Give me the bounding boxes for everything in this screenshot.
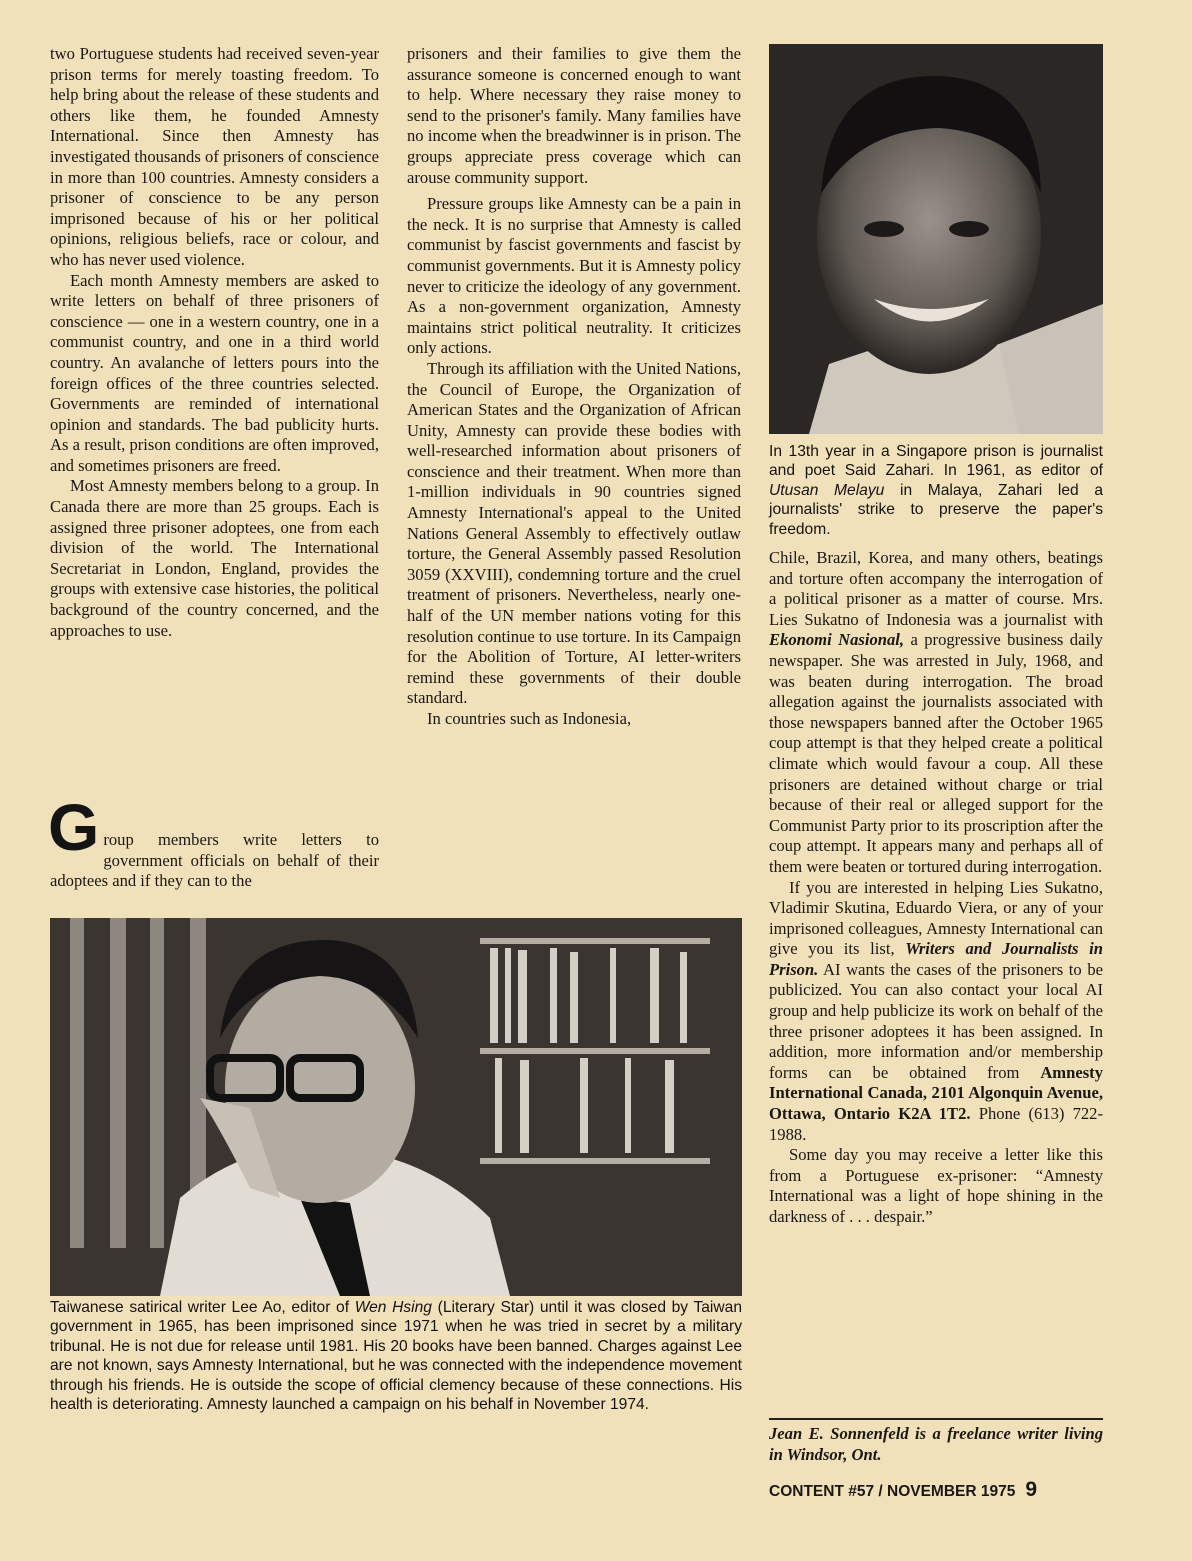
photo-caption bbox=[769, 442, 1103, 539]
author-note: Jean E. Sonnenfeld is a freelance writer living in Windsor, Ont. bbox=[769, 1424, 1103, 1464]
portrait-illustration bbox=[769, 44, 1103, 434]
article-column-3 bbox=[769, 548, 1103, 1228]
contact-phone: Phone (613) 722-1988. bbox=[769, 1104, 1104, 1144]
paragraph: Most Amnesty members belong to a group. In Canada there are more than 25 groups. Each is assigned three prisoner adoptees, one from each division of the world. The International Secretariat in London, England, provides the groups with extensive case histories, the political background of the country concerned, and the approaches to use. bbox=[50, 476, 379, 640]
paragraph: Through its affiliation with the United Nations, the Council of Europe, the Organization of American States and the Organization of African Unity, Amnesty can provide these bodies with well-researched information about prisoners of conscience and their treatment. When more than 1-million individuals in 90 countries signed Amnesty International's appeal to the United Nations General Assembly to effectively outlaw torture, the General Assembly passed Resolution 3059 (XXVIII), condemning torture and the cruel treatment of prisoners. Nevertheless, nearly one-half of the UN member nations voting for this resolution continue to use torture. In its Campaign for the Abolition of Torture, AI letter-writers remind these governments of their double standard. bbox=[407, 358, 741, 708]
paragraph-text: AI wants the cases of the prisoners to be publicized. You can also contact your local AI group and help publicize its work on behalf of the three prisoner adoptees it has been assigned. In addition, more information and/or membership forms can be obtained from bbox=[769, 959, 1103, 1082]
paragraph-text: Chile, Brazil, Korea, and many others, beatings and torture often accompany the interrogation of a political prisoner as a matter of course. Mrs. Lies Sukatno of Indonesia was a journalist with bbox=[769, 548, 1103, 629]
paragraph bbox=[48, 790, 379, 892]
publication-name: Ekonomi Nasional, bbox=[769, 630, 905, 650]
article-section-dropcap bbox=[48, 790, 379, 892]
caption-text: in Malaya, Zahari led a journalists' strike to preserve the paper's freedom. bbox=[769, 481, 1103, 538]
portrait-illustration bbox=[50, 918, 742, 1296]
publication-name: Writers and Journalists in Prison. bbox=[769, 939, 1104, 979]
photo-lee-ao bbox=[50, 918, 742, 1296]
paragraph-text: If you are interested in helping Lies Sukatno, Vladimir Skutina, Eduardo Viera, or any of your imprisoned colleagues, Amnesty International can give you its list, bbox=[769, 877, 1103, 959]
photo-said-zahari bbox=[769, 44, 1103, 434]
caption-italic: Utusan Melayu bbox=[769, 481, 885, 499]
paragraph bbox=[769, 548, 1103, 878]
page-number: 9 bbox=[1025, 1478, 1038, 1501]
page-footer bbox=[769, 1478, 1103, 1502]
author-divider bbox=[769, 1418, 1103, 1420]
caption-text: Taiwanese satirical writer Lee Ao, editor of bbox=[50, 1299, 350, 1316]
paragraph: Pressure groups like Amnesty can be a pain in the neck. It is no surprise that Amnesty is called communist by fascist governments and fascist by communist governments. But it is Amnesty policy never to criticize the ideology of any government. As a non-government organization, Amnesty maintains strict political neutrality. It criticizes only actions. bbox=[407, 194, 741, 358]
paragraph: In countries such as Indonesia, bbox=[427, 709, 632, 728]
caption-text: In 13th year in a Singapore prison is journalist and poet Said Zahari. In 1961, as editor of bbox=[769, 443, 1103, 480]
paragraph-text: roup members write letters to government officials on behalf of their adoptees and if they can to the bbox=[50, 830, 379, 891]
drop-cap: G bbox=[48, 790, 100, 864]
contact-address: Amnesty International Canada, 2101 Algonquin Avenue, Ottawa, Ontario K2A 1T2. bbox=[769, 1062, 1103, 1124]
caption-text: (Literary Star) until it was closed by Taiwan government in 1965, has been imprisoned since 1971 when he was tried in secret by a military tribunal. He is not due for release until 1981. His 20 books have been banned. Charges against Lee are not known, says Amnesty International, but he was connected with the independence movement through his friends. He is outside the scope of official clemency because of these connections. His health is deteriorating. Amnesty launched a campaign on his behalf in November 1974. bbox=[50, 1299, 742, 1414]
caption-italic: Wen Hsing bbox=[354, 1299, 432, 1316]
issue-label: CONTENT #57 / NOVEMBER 1975 bbox=[769, 1483, 1016, 1500]
photo-caption bbox=[50, 1298, 742, 1414]
paragraph-text: a progressive business daily newspaper. She was arrested in July, 1968, and was beaten during interrogation. The broad allegation against the journalists associated with those newspapers banned after the October 1965 coup attempt is that they helped create a political climate which would favour a coup. All these prisoners are detained without charge or trial because of their real or alleged support for the Communist Party prior to its proscription after the coup attempt. It appears many and perhaps all of them were beaten or tortured during interrogation. bbox=[769, 630, 1103, 876]
article-column-2 bbox=[407, 44, 741, 730]
paragraph: Some day you may receive a letter like this from a Portuguese ex-prisoner: “Amnesty International was a light of hope shining in the darkness of . . . despair.” bbox=[769, 1145, 1103, 1226]
paragraph bbox=[769, 878, 1103, 1146]
paragraph: prisoners and their families to give them the assurance someone is concerned enough to want to help. Where necessary they raise money to send to the prisoner's family. Many families have no income when the breadwinner is in prison. The groups appreciate press coverage which can arouse community support. bbox=[407, 44, 741, 187]
paragraph: Each month Amnesty members are asked to write letters on behalf of three prisoners of conscience — one in a western country, one in a communist country, and one in a third world country. An avalanche of letters pours into the foreign offices of the three countries selected. Governments are reminded of international opinion and standards. The bad publicity hurts. As a result, prison conditions are often improved, and sometimes prisoners are freed. bbox=[50, 270, 379, 475]
paragraph: two Portuguese students had received seven-year prison terms for merely toasting freedom. To help bring about the release of these students and others like them, he founded Amnesty International. Since then Amnesty has investigated thousands of prisoners of conscience in more than 100 countries. Amnesty considers a prisoner of conscience to be any person imprisoned because of his or her political opinions, religious beliefs, race or colour, and who has never used violence. bbox=[50, 44, 379, 269]
article-column-1 bbox=[50, 44, 379, 641]
